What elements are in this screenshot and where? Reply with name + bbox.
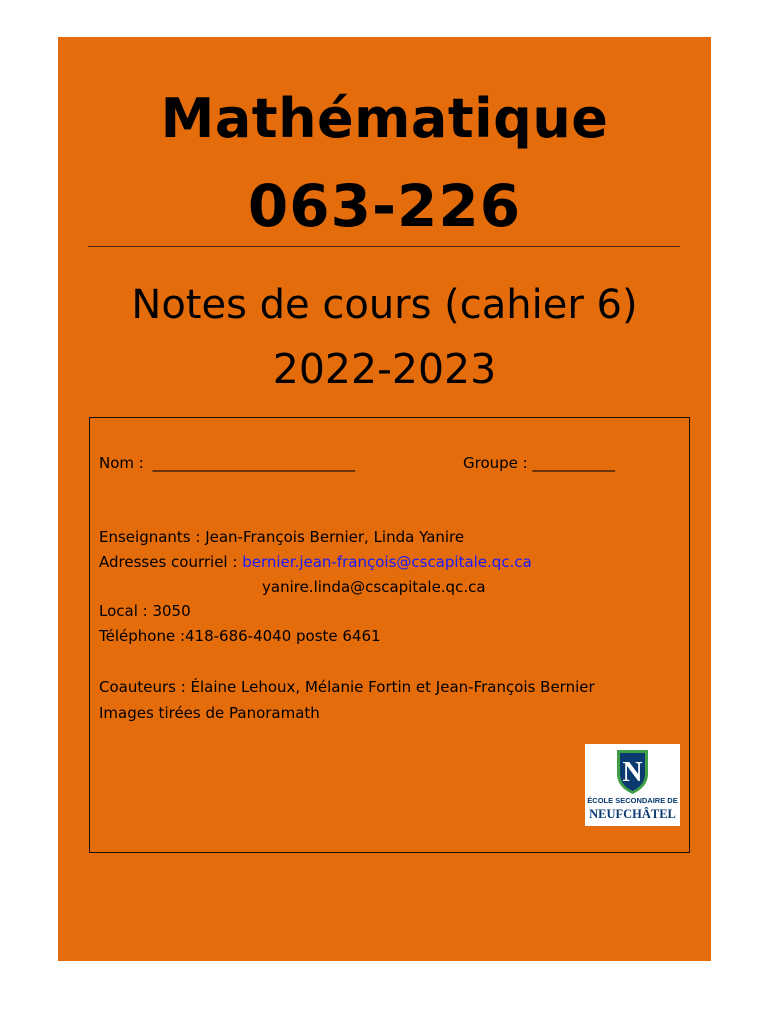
logo-caption-top: ÉCOLE SECONDAIRE DE — [587, 796, 678, 805]
email-label: Adresses courriel : — [99, 553, 238, 571]
group-field-row — [463, 456, 615, 471]
email-yanire: yanire.linda@cscapitale.qc.ca — [262, 578, 486, 596]
email-link-bernier[interactable]: bernier.jean-françois@cscapitale.qc.ca — [242, 553, 532, 571]
group-label: Groupe : — [463, 454, 528, 472]
logo-letter: N — [622, 757, 643, 788]
info-box — [89, 417, 690, 853]
name-label: Nom : — [99, 454, 144, 472]
email-row — [99, 555, 532, 570]
name-blank-line[interactable]: ___________________________ — [152, 454, 356, 472]
school-year: 2022-2023 — [272, 345, 497, 393]
images-credit-line: Images tirées de Panoramath — [99, 704, 320, 722]
shield-icon — [585, 744, 680, 796]
cover-page — [58, 37, 711, 961]
school-logo — [585, 744, 680, 826]
telephone-line: Téléphone :418-686-4040 poste 6461 — [99, 627, 381, 645]
course-title: Mathématique — [160, 87, 609, 150]
title-divider — [88, 246, 680, 247]
teachers-line: Enseignants : Jean-François Bernier, Linda Yanire — [99, 528, 465, 546]
notebook-title: Notes de cours (cahier 6) — [131, 282, 638, 328]
coauthors-line: Coauteurs : Élaine Lehoux, Mélanie Fortin et Jean-François Bernier — [99, 678, 595, 696]
group-blank-line[interactable]: ___________ — [532, 454, 615, 472]
name-field-row — [99, 456, 355, 471]
course-code: 063-226 — [247, 172, 522, 240]
local-line: Local : 3050 — [99, 602, 191, 620]
logo-caption-name: NEUFCHÂTEL — [589, 807, 676, 821]
